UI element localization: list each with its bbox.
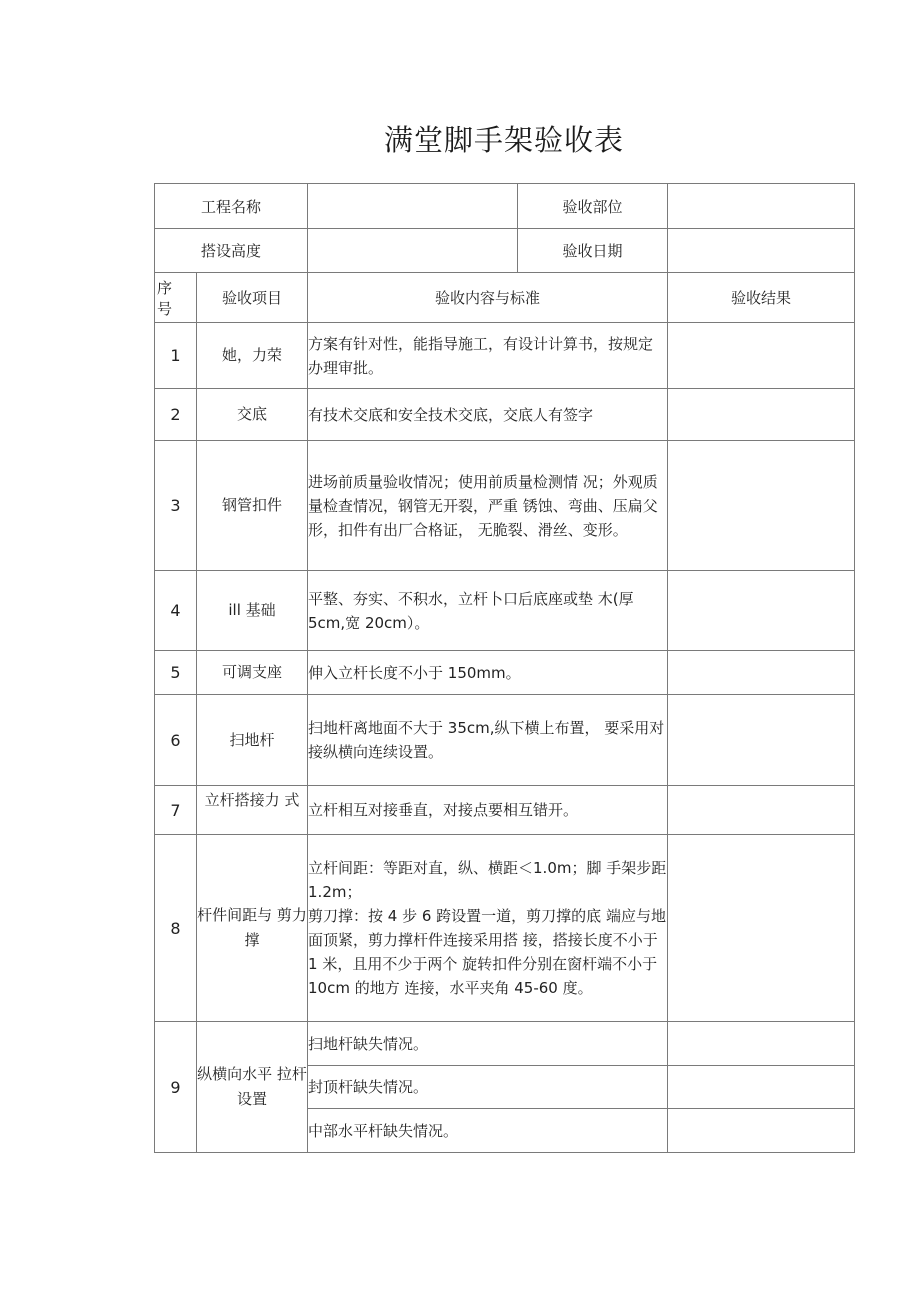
- row-result[interactable]: [668, 441, 855, 571]
- date-label: 验收日期: [518, 229, 668, 273]
- header-row: [155, 273, 855, 323]
- row-result[interactable]: [668, 1022, 855, 1066]
- row-result[interactable]: [668, 786, 855, 835]
- height-label: 搭设高度: [155, 229, 308, 273]
- table-row: [155, 389, 855, 441]
- row-item: 纵横向水平 拉杆设置: [197, 1022, 308, 1153]
- row-standard: 平整、夯实、不积水，立杆卜口后底座或垫 木(厚 5cm,宽 20cm）。: [308, 571, 668, 651]
- header-result: 验收结果: [668, 273, 855, 323]
- row-standard: [308, 835, 668, 1022]
- header-no: [155, 273, 197, 323]
- row-item: 立杆搭接力 式: [197, 786, 308, 835]
- header-no-text: 序 号: [157, 279, 180, 318]
- table-row: [155, 695, 855, 786]
- row-item: ill 基础: [197, 571, 308, 651]
- row-result[interactable]: [668, 1066, 855, 1109]
- info-row-project: [155, 184, 855, 229]
- date-value[interactable]: [668, 229, 855, 273]
- row-standard: 进场前质量验收情况；使用前质量检测情 况；外观质量检查情况，钢管无开裂，严重 锈蚀、弯曲、压扁父形，扣件有出厂合格证， 无脆裂、滑丝、变形。: [308, 441, 668, 571]
- row-no: 1: [155, 323, 197, 389]
- part-label: 验收部位: [518, 184, 668, 229]
- row-item: 她，力荣: [197, 323, 308, 389]
- standard-line: 立杆间距：等距对直，纵、横距＜1.0m；脚 手架步距 1.2m；: [308, 859, 667, 901]
- table-row: [155, 441, 855, 571]
- row-no: 2: [155, 389, 197, 441]
- row-standard: 扫地杆离地面不大于 35cm,纵下横上布置， 要采用对接纵横向连续设置。: [308, 695, 668, 786]
- standard-line: 剪刀撑：按 4 步 6 跨设置一道，剪刀撑的底 端应与地面顶紧，剪力撑杆件连接采用搭 接，搭接长度不小于 1 米，且用不少于两个 旋转扣件分别在窗杆端不小于 10cm 的地方 连接，水平夹角 45-60 度。: [308, 907, 666, 997]
- row-no: 8: [155, 835, 197, 1022]
- row-no: 3: [155, 441, 197, 571]
- project-name-label: 工程名称: [155, 184, 308, 229]
- row-item: 杆件间距与 剪力撑: [197, 835, 308, 1022]
- part-value[interactable]: [668, 184, 855, 229]
- row-standard: 方案有针对性，能指导施工，有设计计算书，按规定办理审批。: [308, 323, 668, 389]
- row-result[interactable]: [668, 651, 855, 695]
- table-row: [155, 1022, 855, 1066]
- row-result[interactable]: [668, 1109, 855, 1153]
- row-no: 6: [155, 695, 197, 786]
- row-result[interactable]: [668, 835, 855, 1022]
- row-standard: 中部水平杆缺失情况。: [308, 1109, 668, 1153]
- row-item: 钢管扣件: [197, 441, 308, 571]
- row-result[interactable]: [668, 389, 855, 441]
- table-row: [155, 651, 855, 695]
- row-no: 9: [155, 1022, 197, 1153]
- row-no: 4: [155, 571, 197, 651]
- row-standard: 伸入立杆长度不小于 150mm。: [308, 651, 668, 695]
- header-item: 验收项目: [197, 273, 308, 323]
- row-no: 5: [155, 651, 197, 695]
- row-item: 交底: [197, 389, 308, 441]
- info-row-height: [155, 229, 855, 273]
- row-standard: 封顶杆缺失情况。: [308, 1066, 668, 1109]
- row-result[interactable]: [668, 323, 855, 389]
- table-row: [155, 835, 855, 1022]
- page-title: 满堂脚手架验收表: [383, 123, 624, 157]
- header-standard: 验收内容与标准: [308, 273, 668, 323]
- row-item: 扫地杆: [197, 695, 308, 786]
- row-no: 7: [155, 786, 197, 835]
- table-row: [155, 571, 855, 651]
- table-row: [155, 323, 855, 389]
- row-standard: 有技术交底和安全技术交底，交底人有签字: [308, 389, 668, 441]
- row-standard: 立杆相互对接垂直，对接点要相互错开。: [308, 786, 668, 835]
- table-row: [155, 786, 855, 835]
- row-result[interactable]: [668, 571, 855, 651]
- height-value[interactable]: [308, 229, 518, 273]
- row-result[interactable]: [668, 695, 855, 786]
- row-standard: 扫地杆缺失情况。: [308, 1022, 668, 1066]
- row-item: 可调支座: [197, 651, 308, 695]
- acceptance-table: [154, 183, 855, 1153]
- project-name-value[interactable]: [308, 184, 518, 229]
